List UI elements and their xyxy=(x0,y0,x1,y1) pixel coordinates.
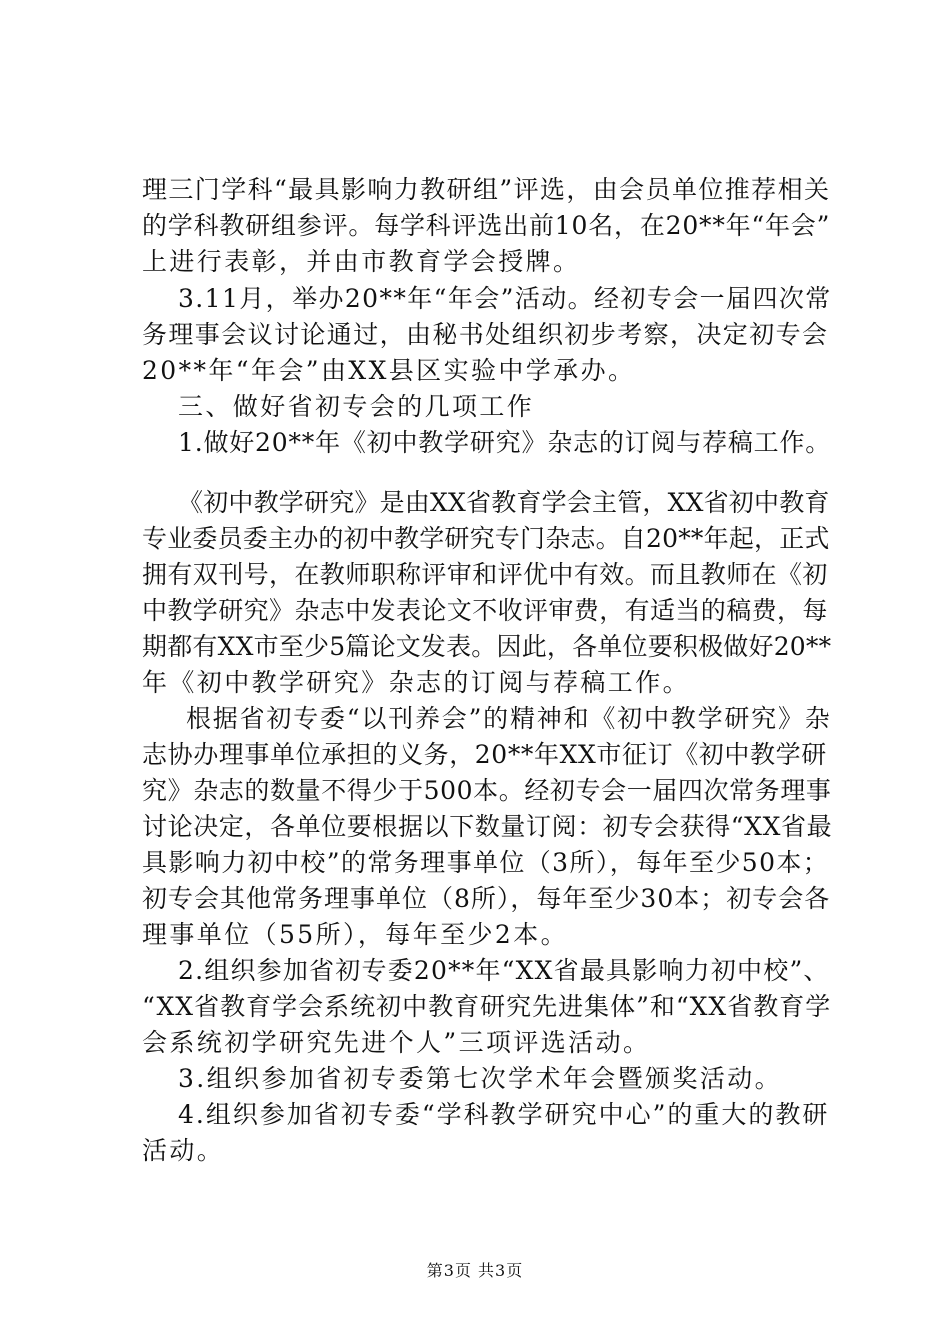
text-line: 期都有XX市至少5篇论文发表。因此，各单位要积极做好20** xyxy=(142,632,832,661)
section-heading: 三、做好省初专会的几项工作 xyxy=(178,392,535,421)
text-line: 具影响力初中校”的常务理事单位（3所），每年至少50本； xyxy=(142,848,830,877)
text-line: 根据省初专委“以刊养会”的精神和《初中教学研究》杂 xyxy=(186,704,832,733)
text-line: 务理事会议讨论通过，由秘书处组织初步考察，决定初专会 xyxy=(142,320,829,349)
text-line: 4.组织参加省初专委“学科教学研究中心”的重大的教研 xyxy=(178,1100,830,1129)
text-line: 年《初中教学研究》杂志的订阅与荐稿工作。 xyxy=(142,668,691,697)
text-line: 《初中教学研究》是由XX省教育学会主管，XX省初中教育 xyxy=(178,488,830,517)
text-line: 1.做好20**年《初中教学研究》杂志的订阅与荐稿工作。 xyxy=(178,428,832,457)
text-line: 理事单位（55所），每年至少2本。 xyxy=(142,920,569,949)
text-line: 究》杂志的数量不得少于500本。经初专会一届四次常务理事 xyxy=(142,776,832,805)
text-line: 20**年“年会”由XX县区实验中学承办。 xyxy=(142,356,636,385)
text-line: 会系统初学研究先进个人”三项评选活动。 xyxy=(142,1028,651,1057)
text-line: 志协办理事单位承担的义务，20**年XX市征订《初中教学研 xyxy=(142,740,827,769)
text-line: 拥有双刊号，在教师职称评审和评优中有效。而且教师在《初 xyxy=(142,560,828,589)
text-line: 3.组织参加省初专委第七次学术年会暨颁奖活动。 xyxy=(178,1064,783,1093)
text-line: 中教学研究》杂志中发表论文不收评审费，有适当的稿费，每 xyxy=(142,596,828,625)
text-line: 理三门学科“最具影响力教研组”评选，由会员单位推荐相关 xyxy=(142,175,831,204)
text-line: 的学科教研组参评。每学科评选出前10名，在20**年“年会” xyxy=(142,211,831,240)
text-line: 2.组织参加省初专委20**年“XX省最具影响力初中校”、 xyxy=(178,956,830,985)
text-line: 活动。 xyxy=(142,1136,225,1165)
text-line: “XX省教育学会系统初中教育研究先进集体”和“XX省教育学 xyxy=(142,992,832,1021)
page-footer: 第3页 共3页 xyxy=(426,1261,524,1280)
text-line: 专业委员委主办的初中教学研究专门杂志。自20**年起，正式 xyxy=(142,524,830,553)
text-line: 3.11月，举办20**年“年会”活动。经初专会一届四次常 xyxy=(178,284,832,313)
text-line: 讨论决定，各单位要根据以下数量订阅：初专会获得“XX省最 xyxy=(142,812,833,841)
text-line: 初专会其他常务理事单位（8所），每年至少30本；初专会各 xyxy=(142,884,831,913)
text-line: 上进行表彰，并由市教育学会授牌。 xyxy=(142,247,581,276)
